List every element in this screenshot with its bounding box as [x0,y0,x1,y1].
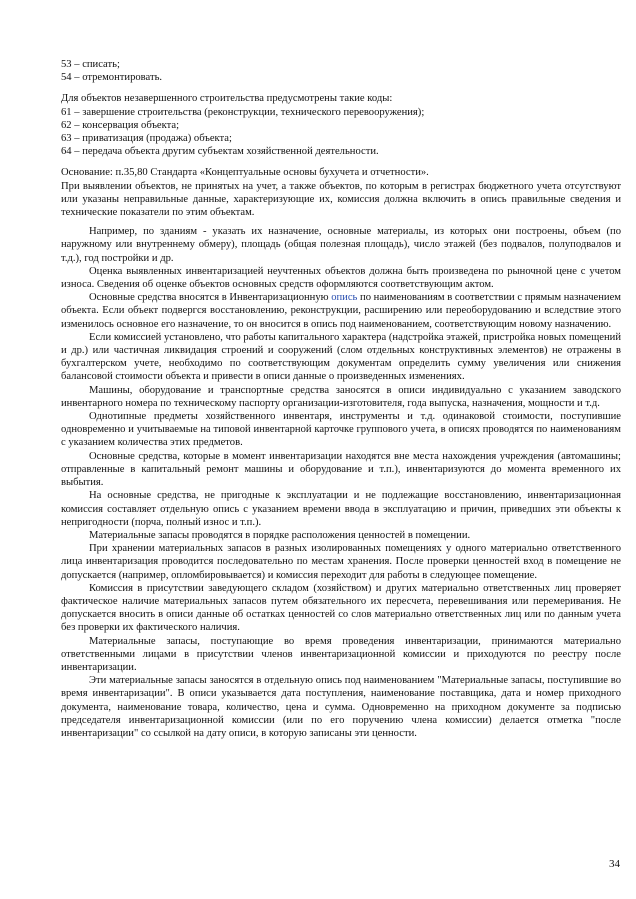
construction-codes-block [61,92,621,158]
paragraph-capital-works: Если комиссией установлено, что работы капитального характера (надстройка этажей, пристройка новых помещений и др.) или частичная ликвидация строений и сооружений (слом отдельных конструктивных элементов) не отражены в бухгалтерском учете, необходимо по соответствующим документам определить сумму увеличения или снижения балансовой стоимости объекта и привести в описи данные о произведенных изменениях. [61,331,621,383]
paragraph-fixed-assets [61,291,621,331]
paragraph-storage-rooms: При хранении материальных запасов в разных изолированных помещениях у одного материально ответственного лица инвентаризация проводится последовательно по местам хранения. После проверки ценностей вход в помещение не допускается (например, опломбировывается) и комиссия переходит для работы в следующее помещение. [61,543,621,581]
inventory-list-link[interactable]: опись [331,292,358,304]
fixed-assets-text-before: Основные средства вносятся в Инвентаризационную [89,292,332,304]
code-62-line: 62 – консервация объекта; [61,119,180,131]
paragraph-assets-outside: Основные средства, которые в момент инвентаризации находятся вне места нахождения учреждения (автомашины; отправленные в капитальный ремонт машины и оборудование и т.п.), инвентаризуются до момента временного их выбытия. [61,450,621,489]
paragraph-unaccounted-objects: При выявлении объектов, не принятых на учет, а также объектов, по которым в регистрах бюджетного учета отсутствуют или указаны неправильные данные, характеризующие их, комиссия должна включить в опись правильные сведения и технические показатели по этим объектам. [61,180,621,219]
fixed-assets-text-after: по наименованиям в соответствии с прямым назначением объекта. Если объект подвергся восстановлению, реконструкции, расширению или переоборудованию и вследствие этого изменилось основное его назначение, то он вносится в опись под наименованием, соответствующим новому назначению. [61,292,622,330]
paragraph-machines: Машины, оборудование и транспортные средства заносятся в описи индивидуально с указанием заводского инвентарного номера по техническому паспорту организации-изготовителя, года выпуска, назначения, мощности и т.д. [61,384,621,409]
code-61-line: 61 – завершение строительства (реконструкции, технического перевооружения); [61,106,425,118]
code-64-line: 64 – передача объекта другим субъектам хозяйственной деятельности. [61,146,379,158]
basis-line: Основание: п.35,80 Стандарта «Концептуальные основы бухучета и отчетности». [61,167,429,179]
paragraph-unfit-assets: На основные средства, не пригодные к эксплуатации и не подлежащие восстановлению, инвентаризационная комиссия составляет отдельную опись с указанием времени ввода в эксплуатацию и причин, приведших эти объекты к непригодности (порча, полный износ и т.п.). [61,490,621,528]
paragraph-buildings-example: Например, по зданиям - указать их назначение, основные материалы, из которых они построены, объем (по наружному или внутреннему обмеру), площадь (общая полезная площадь), число этажей (без подвалов, полуподвалов и т.д.), год постройки и др. [61,226,621,264]
paragraph-similar-items: Однотипные предметы хозяйственного инвентаря, инструменты и т.д. одинаковой стоимости, поступившие одновременно и учитываемые на типовой инвентарной карточке группового учета, в описях проводятся по наименованиям с указанием количества этих предметов. [61,411,621,449]
code-53-line: 53 – списать; [61,59,120,70]
paragraph-commission-check: Комиссия в присутствии заведующего складом (хозяйством) и других материально ответственных лиц проверяет фактическое наличие материальных запасов путем обязательного их пересчета, перевешивания или перемеривания. Не допускается вносить в описи данные об остатках ценностей со слов материально ответственных лиц или по данным учета без проверки их фактического наличия. [61,582,621,634]
paragraph-separate-list: Эти материальные запасы заносятся в отдельную опись под наименованием "Материальные запасы, поступившие во время инвентаризации". В описи указывается дата поступления, наименование поставщика, дата и номер приходного документа, наименование товара, количество, цена и сумма. Одновременно на приходном документе за подписью председателя инвентаризационной комиссии (или по его поручению члена комиссии) делается отметка "после инвентаризации" со ссылкой на дату описи, в которую записаны эти ценности. [61,675,621,739]
code-54-line: 54 – отремонтировать. [61,72,163,84]
construction-codes-intro: Для объектов незавершенного строительства предусмотрены такие коды: [61,93,393,105]
page-number: 34 [609,858,620,870]
code-63-line: 63 – приватизация (продажа) объекта; [61,133,232,145]
page-content [61,58,621,740]
paragraph-received-during: Материальные запасы, поступающие во время проведения инвентаризации, принимаются материально ответственными лицами в присутствии членов инвентаризационной комиссии и приходуются по реестру после инвентаризации. [61,635,621,673]
paragraph-valuation: Оценка выявленных инвентаризацией неучтенных объектов должна быть произведена по рыночной цене с учетом износа. Сведения об оценке объектов основных средств оформляются соответствующим актом. [61,265,621,291]
paragraph-material-order: Материальные запасы проводятся в порядке расположения ценностей в помещении. [89,529,471,541]
